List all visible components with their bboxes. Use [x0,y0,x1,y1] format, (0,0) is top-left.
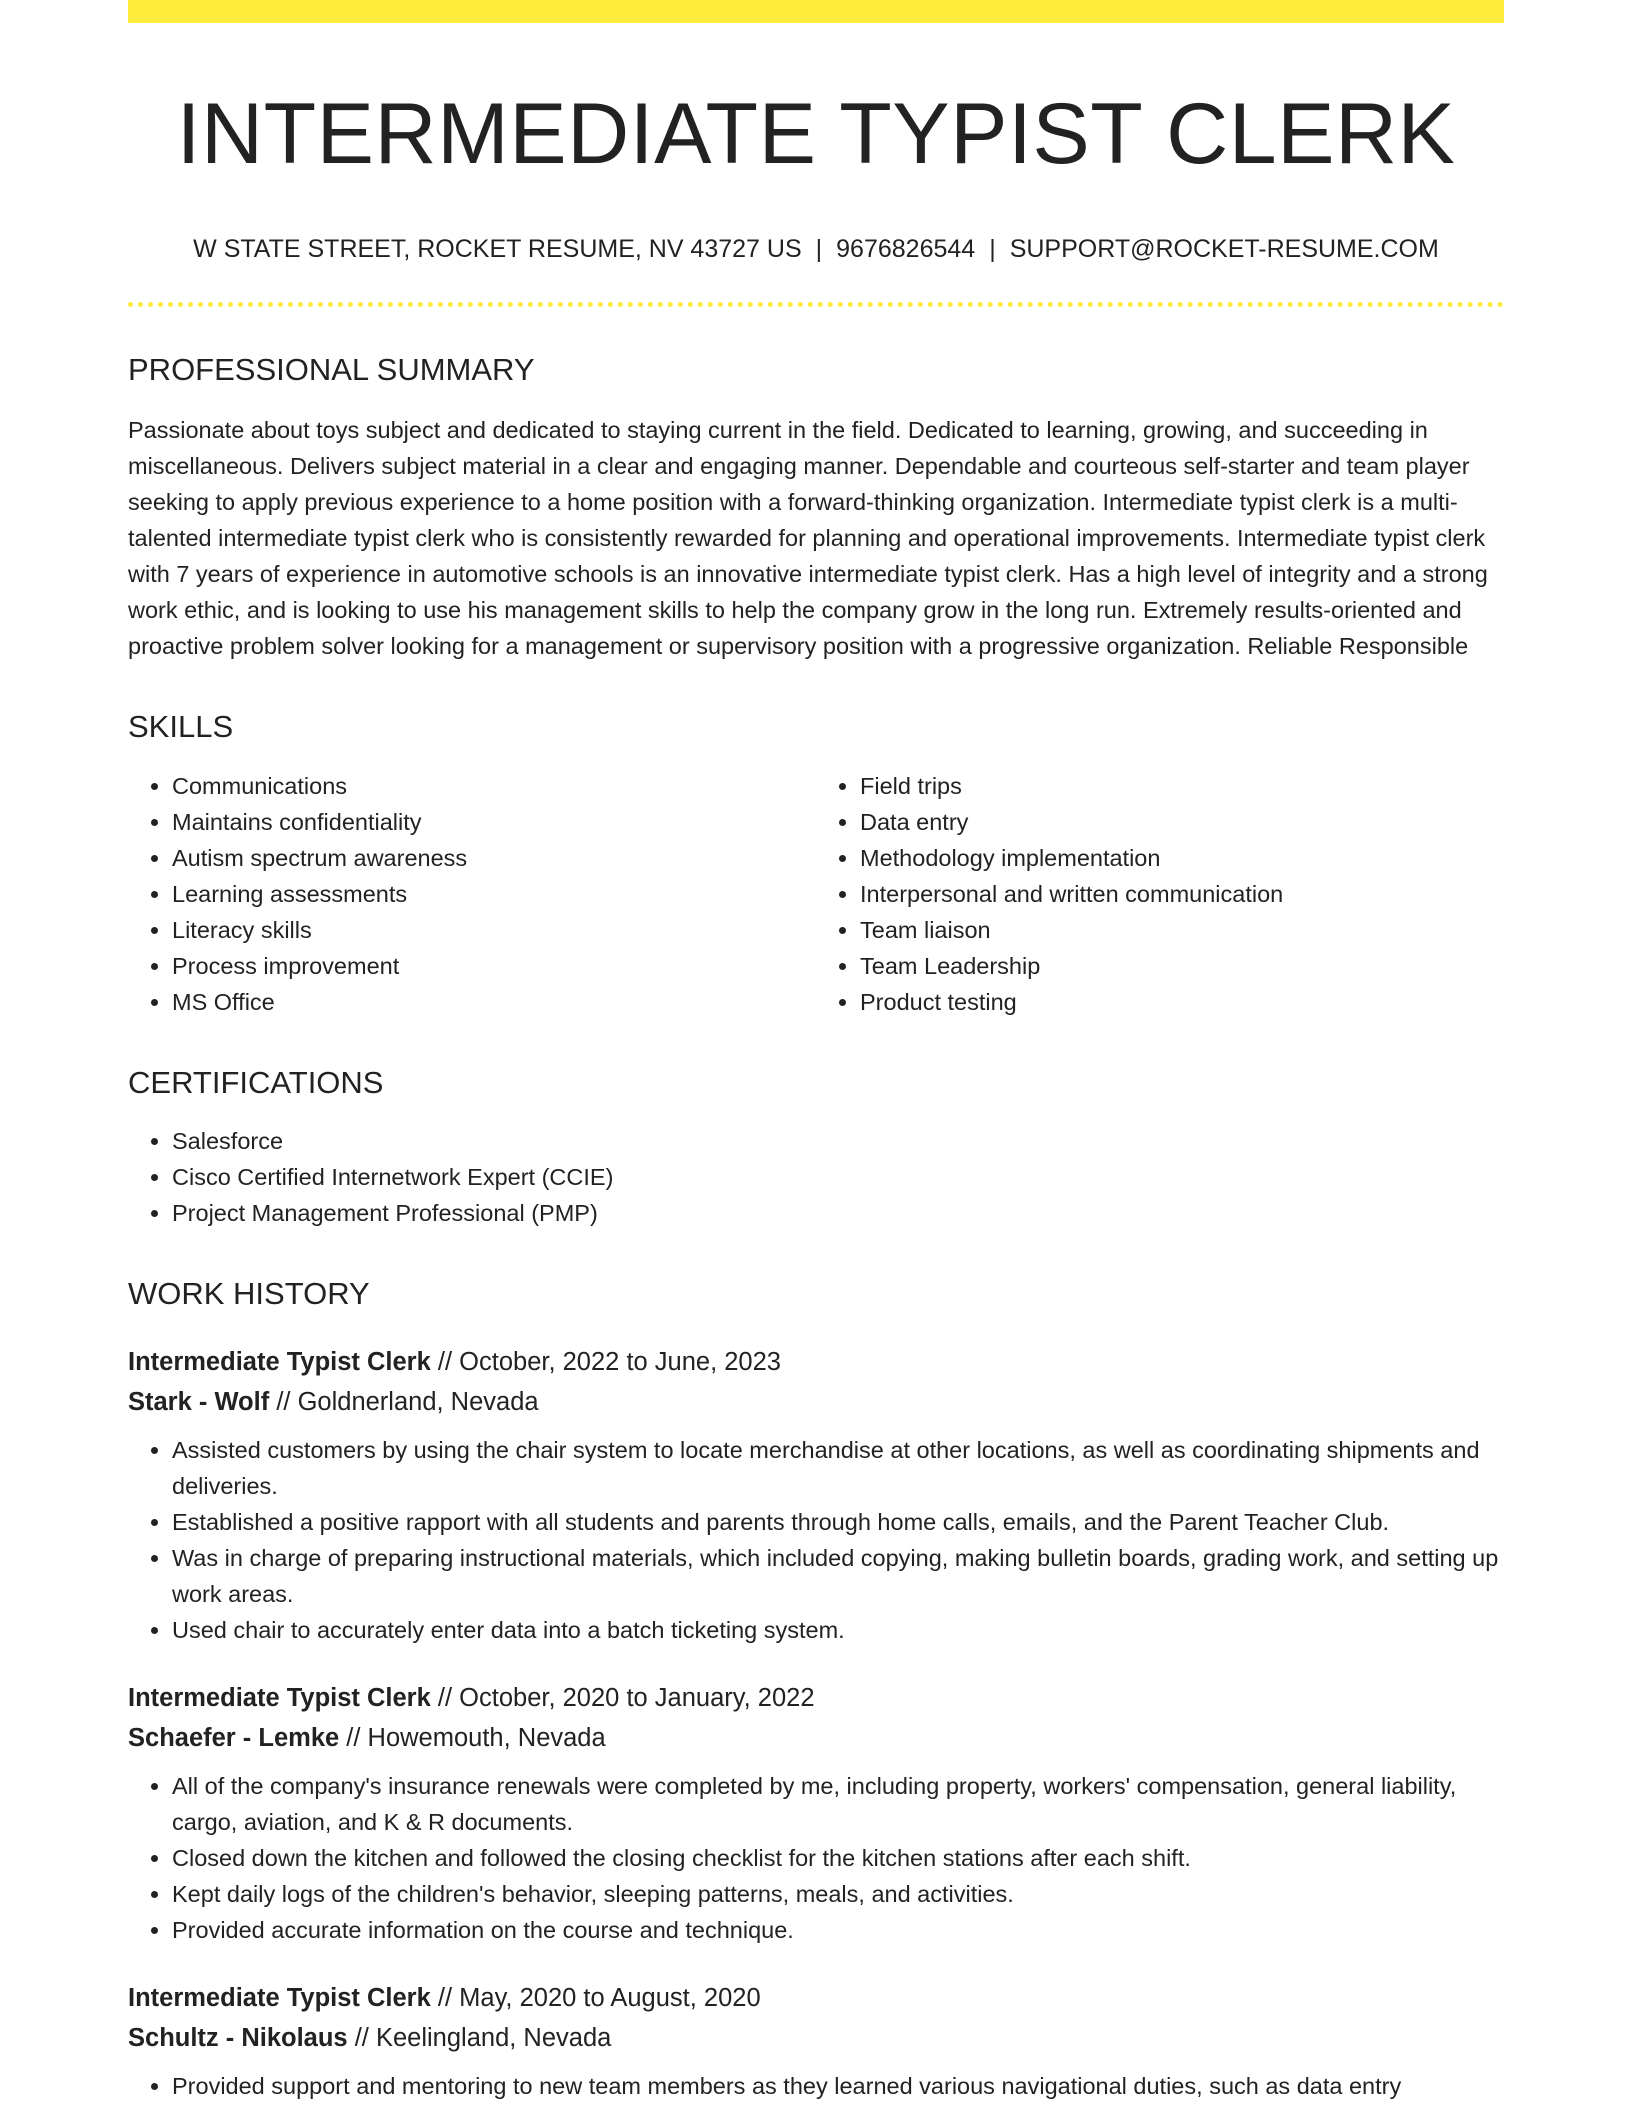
certification-item: • Salesforce [172,1123,1504,1159]
job-company-line [128,2018,1504,2058]
summary-heading: PROFESSIONAL SUMMARY [128,352,535,388]
contact-email: SUPPORT@ROCKET-RESUME.COM [1009,235,1439,264]
job-role: Intermediate Typist Clerk [128,1683,431,1712]
job-entry [128,1978,1504,2104]
skill-item: • Team Leadership [860,948,1504,984]
resume-page [128,0,1504,2104]
top-accent-bar [128,0,1504,23]
skill-item: • Literacy skills [172,912,816,948]
certification-item: • Project Management Professional (PMP) [172,1195,1504,1231]
job-bullets [128,1768,1504,1948]
job-company: Stark - Wolf [128,1387,270,1416]
job-entry [128,1678,1504,1948]
job-bullet: • Provided support and mentoring to new team members as they learned various navigational duties, such as data entry [172,2068,1504,2104]
work-history-heading: WORK HISTORY [128,1275,370,1311]
skills-list [128,768,1504,1020]
contact-separator: | [815,235,823,264]
job-location: Howemouth, Nevada [367,1723,606,1752]
job-bullet: • Established a positive rapport with all students and parents through home calls, emails, and the Parent Teacher Club. [172,1504,1504,1540]
job-dates: October, 2022 to June, 2023 [459,1347,781,1376]
job-bullet: • Kept daily logs of the children's behavior, sleeping patterns, meals, and activities. [172,1876,1504,1912]
job-separator: // [346,1723,361,1752]
job-location: Goldnerland, Nevada [297,1387,539,1416]
job-company-line [128,1718,1504,1758]
contact-phone: 9676826544 [836,235,976,264]
skill-item: • Methodology implementation [860,840,1504,876]
skill-item: • Learning assessments [172,876,816,912]
job-separator: // [437,1983,453,2012]
job-dates: May, 2020 to August, 2020 [459,1983,761,2012]
job-separator: // [437,1347,453,1376]
skill-item: • Interpersonal and written communication [860,876,1504,912]
certifications-heading: CERTIFICATIONS [128,1064,384,1100]
dotted-divider [128,302,1504,307]
skill-item: • Team liaison [860,912,1504,948]
skill-item: • Autism spectrum awareness [172,840,816,876]
job-company-line [128,1382,1504,1422]
job-company: Schultz - Nikolaus [128,2023,348,2052]
job-title-line [128,1342,1504,1382]
skills-column-left [128,768,816,1020]
job-role: Intermediate Typist Clerk [128,1983,431,2012]
job-separator: // [437,1683,453,1712]
skill-item: • Field trips [860,768,1504,804]
job-bullet: • Assisted customers by using the chair system to locate merchandise at other locations, as well as coordinating shipments and deliveries. [172,1432,1504,1504]
job-title-line [128,1678,1504,1718]
job-role: Intermediate Typist Clerk [128,1347,431,1376]
job-location: Keelingland, Nevada [375,2023,612,2052]
contact-separator: | [989,235,996,264]
certification-item: • Cisco Certified Internetwork Expert (CCIE) [172,1159,1504,1195]
skill-item: • Product testing [860,984,1504,1020]
job-bullets [128,2068,1504,2104]
job-bullet: • Closed down the kitchen and followed the closing checklist for the kitchen stations after each shift. [172,1840,1504,1876]
job-title-line [128,1978,1504,2018]
contact-address: W STATE STREET, ROCKET RESUME, NV 43727 US [193,235,802,264]
job-entry [128,1342,1504,1648]
certifications-list [128,1123,1504,1231]
job-separator: // [354,2023,369,2052]
contact-line [128,234,1504,264]
skills-heading: SKILLS [128,709,234,745]
job-bullet: • Used chair to accurately enter data into a batch ticketing system. [172,1612,1504,1648]
skill-item: • Data entry [860,804,1504,840]
job-separator: // [276,1387,291,1416]
job-bullets [128,1432,1504,1648]
summary-text: Passionate about toys subject and dedicated to staying current in the field. Dedicated to learning, growing, and succeeding in miscellaneous. Delivers subject material in a clear and engaging manner. Dependable and courteous self-starter and team player seeking to apply previous experience to a home position with a forward-thinking organization. Intermediate typist clerk is a multi-talented intermediate typist clerk who is consistently rewarded for planning and operational improvements. Intermediate typist clerk with 7 years of experience in automotive schools is an innovative intermediate typist clerk. Has a high level of integrity and a strong work ethic, and is looking to use his management skills to help the company grow in the long run. Extremely results-oriented and proactive problem solver looking for a management or supervisory position with a progressive organization. Reliable Responsible [128,417,1488,660]
skill-item: • Maintains confidentiality [172,804,816,840]
skill-item: • Communications [172,768,816,804]
job-bullet: • Was in charge of preparing instructional materials, which included copying, making bulletin boards, grading work, and setting up work areas. [172,1540,1504,1612]
job-bullet: • All of the company's insurance renewals were completed by me, including property, workers' compensation, general liability, cargo, aviation, and K & R documents. [172,1768,1504,1840]
job-bullet: • Provided accurate information on the course and technique. [172,1912,1504,1948]
job-company: Schaefer - Lemke [128,1723,340,1752]
candidate-name: INTERMEDIATE TYPIST CLERK [176,86,1456,182]
job-dates: October, 2020 to January, 2022 [459,1683,815,1712]
skill-item: • MS Office [172,984,816,1020]
skill-item: • Process improvement [172,948,816,984]
skills-column-right [816,768,1504,1020]
